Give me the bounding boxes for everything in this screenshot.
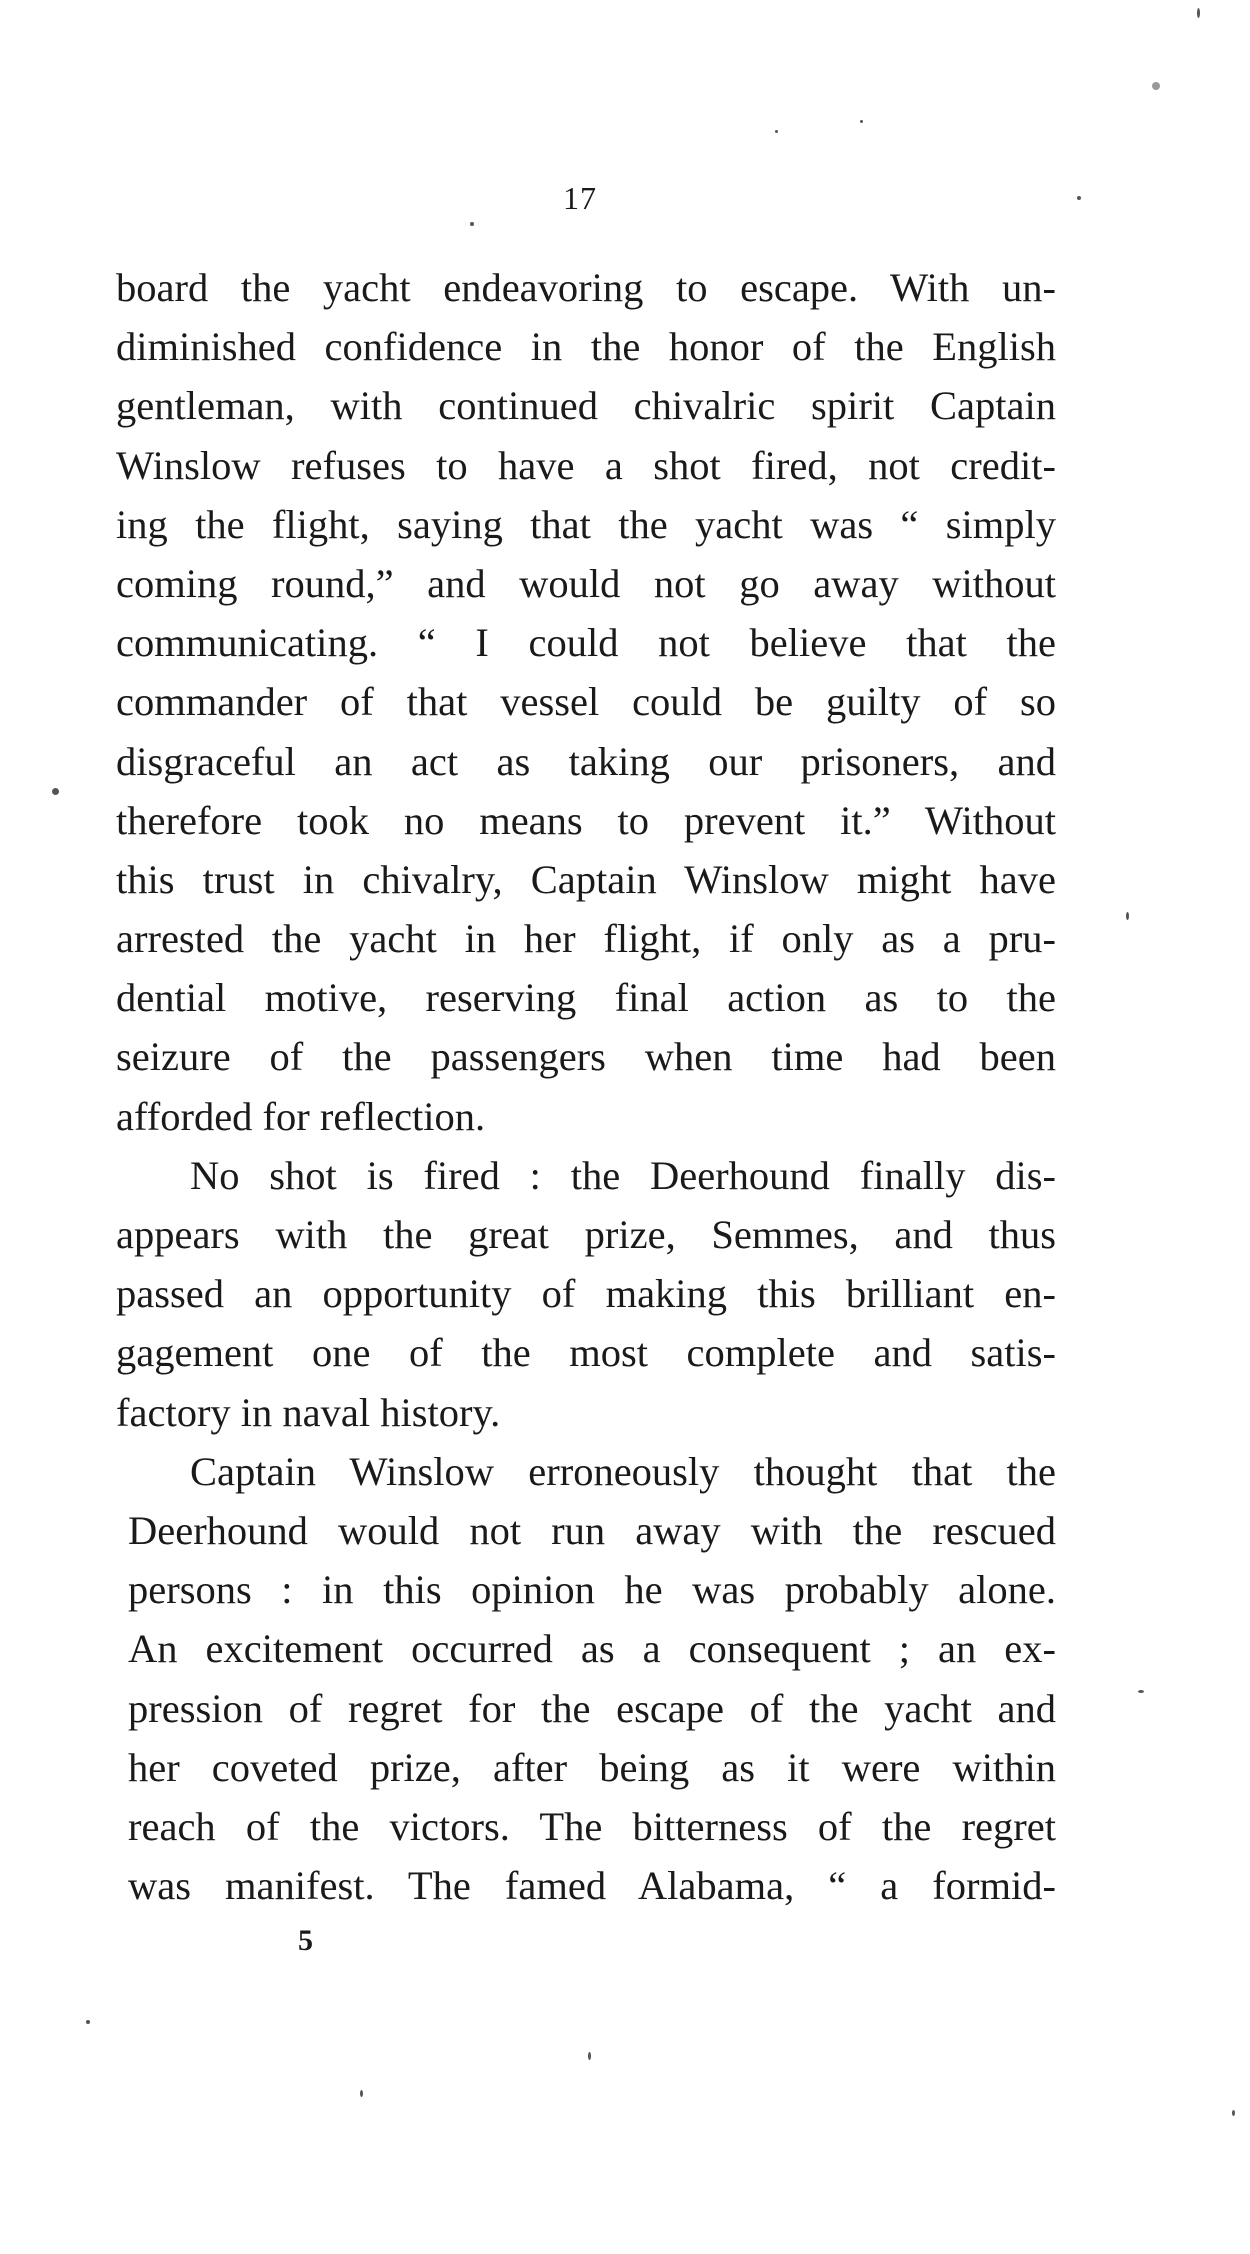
text-line: factory in naval history.	[116, 1389, 501, 1435]
text-line: arrested the yacht in her flight, if only as a pru-	[116, 916, 1056, 962]
text-line: ing the flight, saying that the yacht was “ simply	[116, 501, 1056, 547]
scan-speck	[1126, 912, 1129, 920]
text-line: therefore took no means to prevent it.” Without	[116, 797, 1056, 843]
text-line: reach of the victors. The bitterness of the regret	[128, 1803, 1056, 1849]
text-line: An excitement occurred as a consequent ; an ex-	[128, 1626, 1056, 1672]
text-line: appears with the great prize, Semmes, and thus	[116, 1212, 1056, 1257]
text-line: persons : in this opinion he was probably alone.	[128, 1567, 1056, 1613]
text-line: communicating. “ I could not believe that the	[116, 620, 1056, 666]
signature-mark: 5	[298, 1924, 313, 1957]
scan-speck	[588, 2052, 591, 2060]
text-line: No shot is fired : the Deerhound finally dis-	[190, 1152, 1056, 1198]
text-line: coming round,” and would not go away without	[116, 560, 1056, 606]
text-line: board the yacht endeavoring to escape. With un-	[116, 265, 1056, 310]
scan-speck	[1197, 8, 1200, 18]
text-line: passed an opportunity of making this brilliant en-	[116, 1271, 1056, 1317]
text-line: afforded for reflection.	[116, 1093, 486, 1139]
scan-speck	[1077, 196, 1081, 200]
scan-speck	[52, 788, 59, 795]
text-line: pression of regret for the escape of the yacht and	[128, 1685, 1056, 1731]
scan-speck	[86, 2020, 90, 2024]
text-line: this trust in chivalry, Captain Winslow might have	[116, 856, 1056, 902]
text-line: Captain Winslow erroneously thought that the	[190, 1448, 1056, 1494]
text-line: Deerhound would not run away with the rescued	[128, 1507, 1056, 1553]
page-number: 17	[563, 180, 597, 216]
scan-speck	[1138, 1690, 1144, 1693]
text-line: diminished confidence in the honor of the English	[116, 324, 1056, 370]
text-line: her coveted prize, after being as it were within	[128, 1744, 1056, 1790]
scan-speck	[1152, 82, 1160, 90]
text-line: gentleman, with continued chivalric spirit Captain	[116, 383, 1056, 429]
text-line: disgraceful an act as taking our prisoners, and	[116, 738, 1056, 784]
scan-speck	[470, 222, 474, 226]
text-line: commander of that vessel could be guilty of so	[116, 679, 1056, 725]
scan-speck	[860, 120, 863, 123]
scan-speck	[1232, 2110, 1235, 2116]
text-line: Winslow refuses to have a shot fired, not credit-	[116, 442, 1056, 488]
scan-speck	[775, 130, 778, 133]
scan-speck	[360, 2090, 363, 2097]
body-text	[116, 258, 1056, 1915]
text-line: seizure of the passengers when time had been	[116, 1034, 1056, 1080]
text-line: gagement one of the most complete and satis-	[116, 1330, 1056, 1376]
text-line: was manifest. The famed Alabama, “ a formid-	[128, 1863, 1056, 1909]
text-line: dential motive, reserving final action as to the	[116, 975, 1056, 1021]
